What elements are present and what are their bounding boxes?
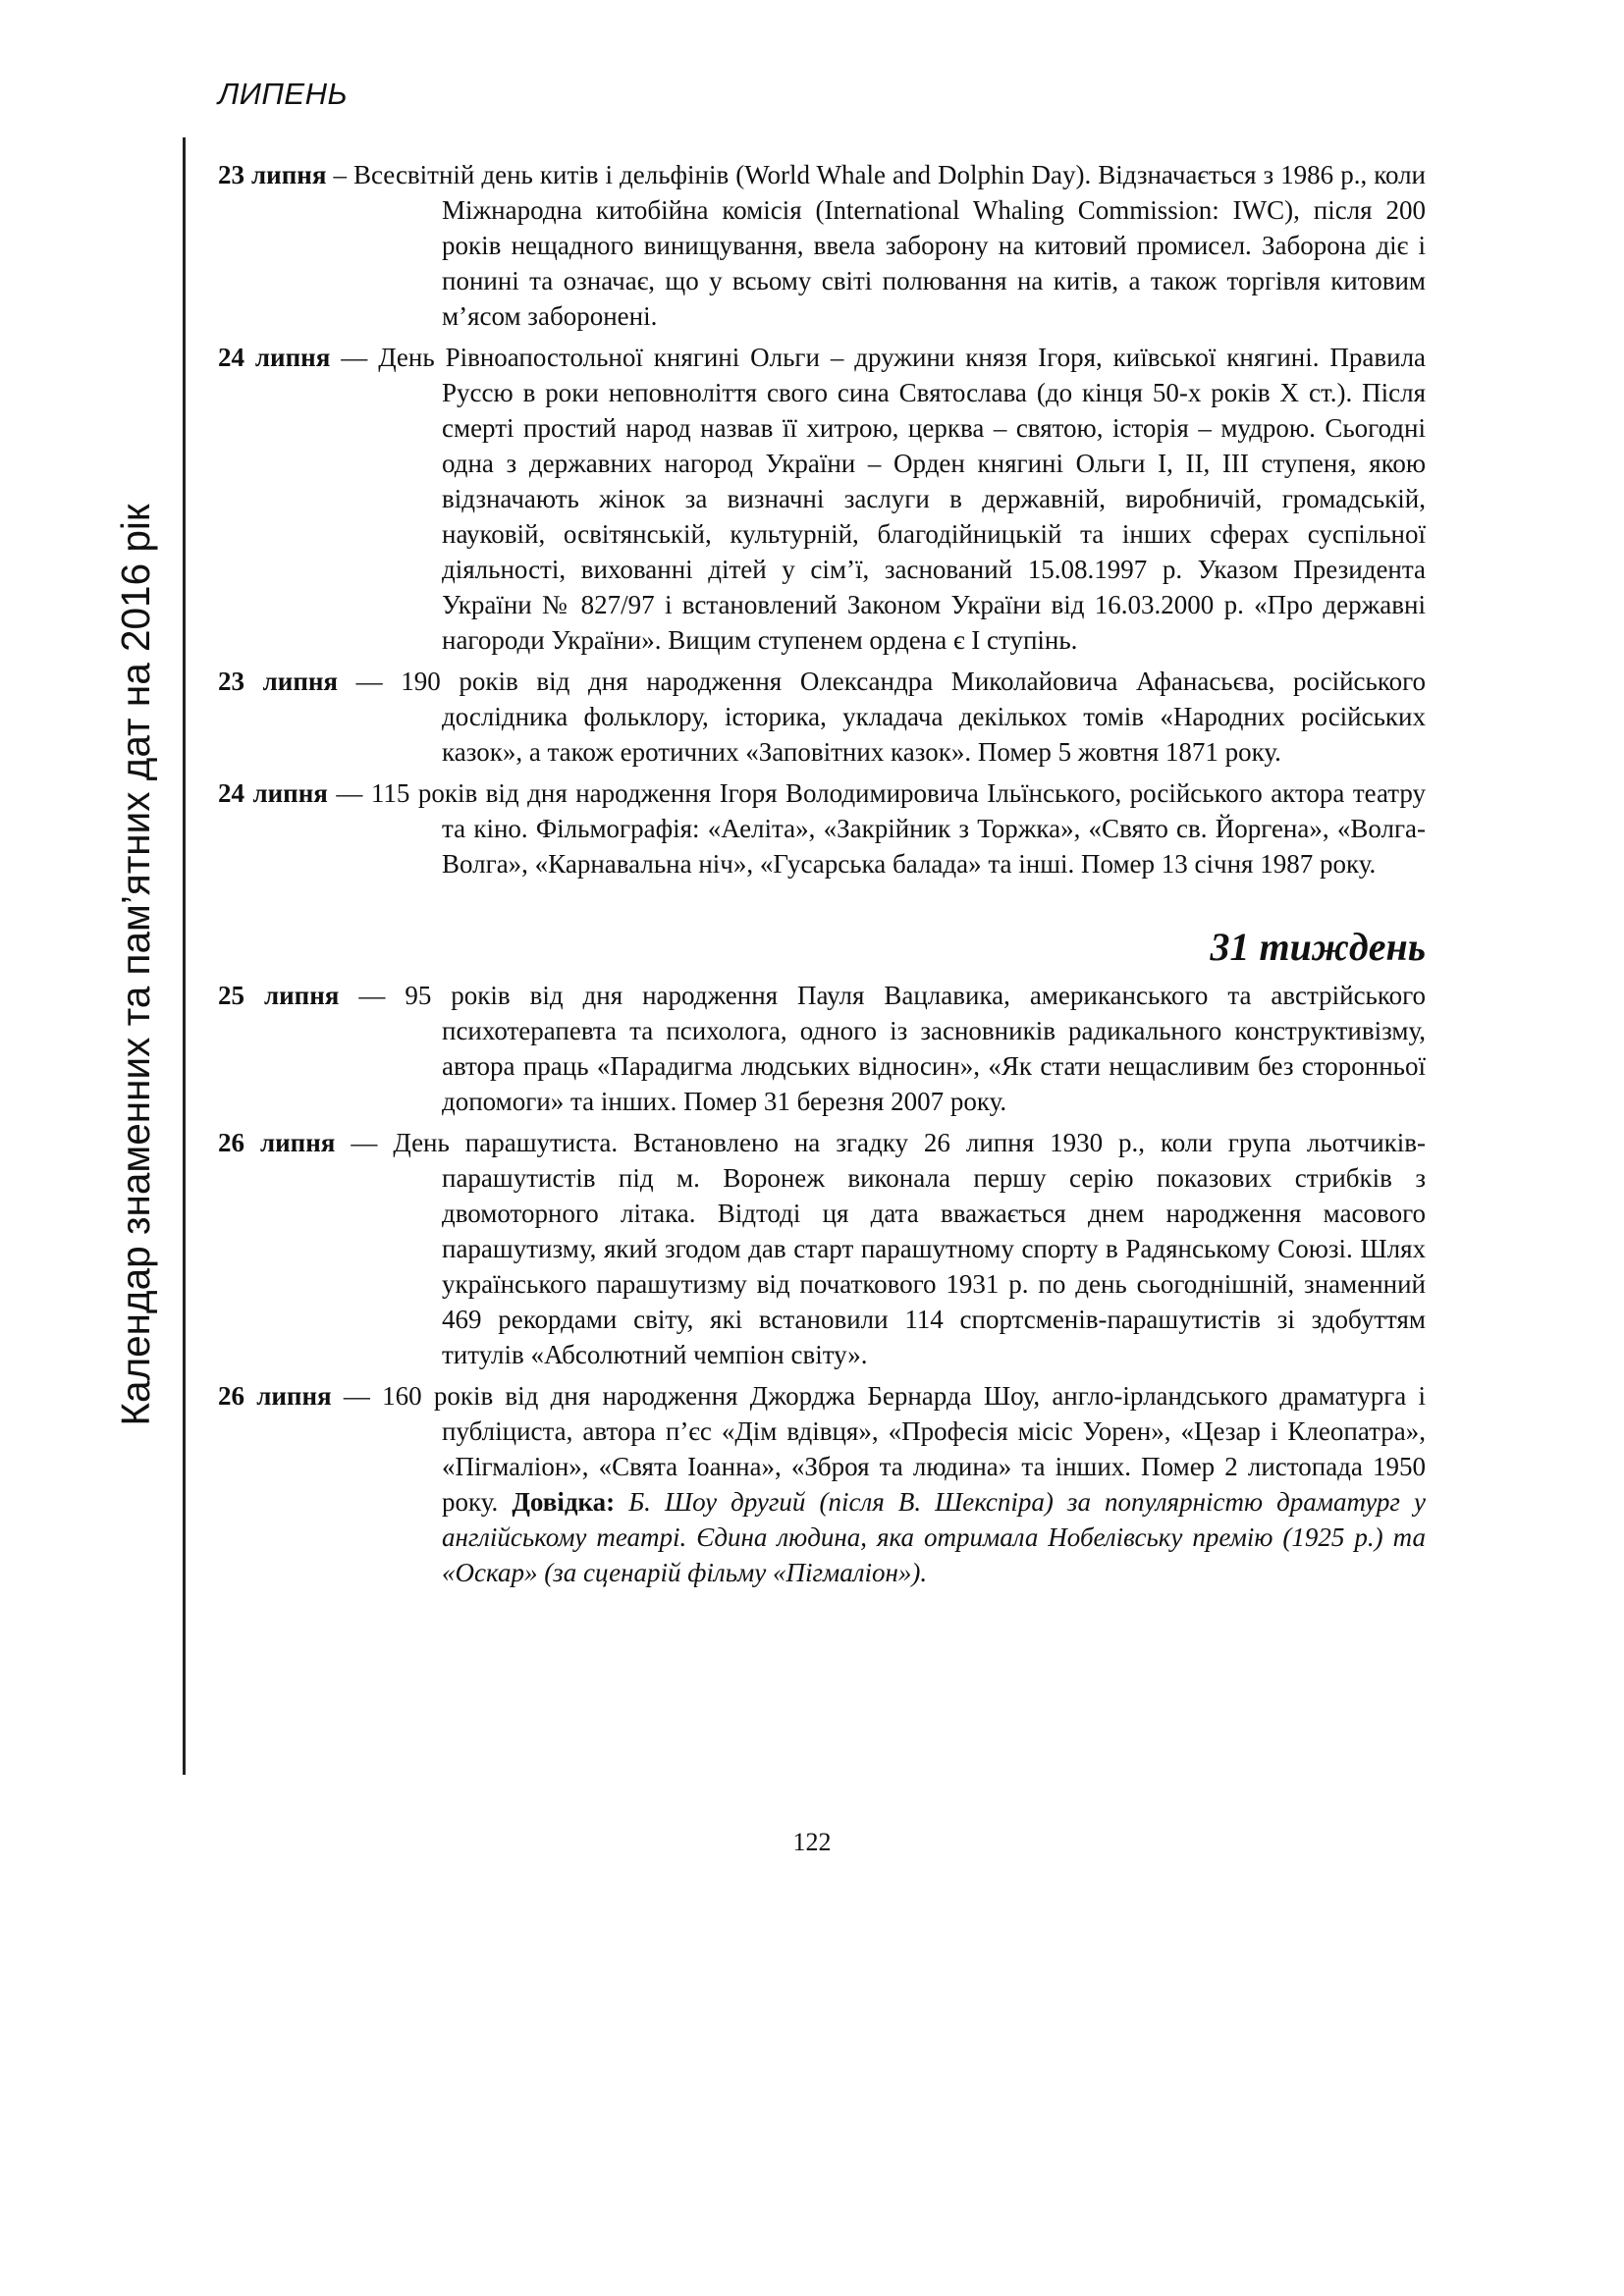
entry-date: 23 липня [218,667,339,696]
page-number: 122 [792,1828,832,1856]
side-title-container [106,440,165,1490]
entry-parachutist-day [218,1125,1426,1372]
entry-text: Всесвітній день китів і дельфінів (World Whale and Dolphin Day). Відзначається з 1986 р., коли Міжнародна китобійна комісія (International Whaling Commission: IWC), після 200 років нещадного винищування, ввела заборону на китовий промисел. Заборона діє і понині та означає, що у всьому світі полювання на китів, а також торгівля китовим м’ясом заборонені. [352,160,1427,331]
entry-dash: — [336,778,363,808]
entry-text: 160 років від дня народження Джорджа Бернарда Шоу, англо-ірландського драматурга і публіциста, автора п’єс «Дім вдівця», «Професія місіс Уорен», «Цезар і Клеопатра», «Пігмаліон», «Свята Іоанна», «Зброя та людина» та інших. Помер 2 листопада 1950 року. [382,1381,1427,1517]
entry-text: 190 років від дня народження Олександра Миколайовича Афанасьєва, російського дослідника фольклору, історика, укладача декількох томів «Народних російських казок», а також еротичних «Заповітних казок». Помер 5 жовтня 1871 року. [401,667,1427,767]
entry-date: 25 липня [218,981,340,1010]
entry-ilyinsky [218,775,1426,881]
entry-text: 95 років від дня народження Пауля Вацлавика, американського та австрійського психотерапевта та психолога, одного із засновників радикального конструктивізму, автора праць «Парадигма людських відносин», «Як стати нещасливим без сторонньої допомоги» та інших. Помер 31 березня 2007 року. [405,981,1427,1116]
note-text: Б. Шоу другий (після В. Шекспіра) за популярністю драматург у англійському театрі. Єдина людина, яка отримала Нобелівську премію (1925 р.) та «Оскар» (за сценарій фільму «Пігмаліон»). [442,1487,1426,1587]
entry-date: 26 липня [218,1381,332,1411]
entry-date: 26 липня [218,1128,336,1157]
entry-watzlawick [218,978,1426,1119]
entry-dash: – [333,160,347,189]
entry-text: 115 років від дня народження Ігоря Володимировича Ільїнського, російського актора театру та кіно. Фільмографія: «Аеліта», «Закрійник з Торжка», «Свято св. Йоргена», «Волга-Волга», «Карнавальна ніч», «Гусарська балада» та інші. Помер 13 січня 1987 року. [370,778,1427,879]
entry-date: 23 липня [218,160,327,189]
entry-whale-day [218,157,1426,334]
entry-dash: — [343,1381,370,1411]
entry-dash: — [358,981,386,1010]
entry-dash: — [355,667,383,696]
entry-date: 24 липня [218,343,331,372]
side-title: Календар знаменних та пам’ятних дат на 2016 рік [113,504,158,1426]
note-label: Довідка: [512,1487,616,1517]
vertical-rule [183,137,186,1775]
entry-text: День парашутиста. Встановлено на згадку 26 липня 1930 р., коли група льотчиків-парашутистів під м. Воронеж виконала першу серію показових стрибків з двомоторного літака. Відтоді ця дата вважається днем народження масового парашутизму, який згодом дав старт парашутному спорту в Радянському Союзі. Шлях українського парашутизму від початкового 1931 р. по день сьогоднішній, знаменний 469 рекордами світу, які встановили 114 спортсменів-парашутистів зі здобуттям титулів «Абсолютний чемпіон світу». [393,1128,1427,1369]
running-head: ЛИПЕНЬ [218,77,349,111]
week-heading: 31 тиждень [1210,925,1426,969]
entry-text: День Рівноапостольної княгині Ольги – дружини князя Ігоря, київської княгині. Правила Руссю в роки неповноліття свого сина Святослава (до кінця 50-х років Х ст.). Після смерті простий народ назвав її хитрою, церква – святою, історія – мудрою. Сьогодні одна з державних нагород України – Орден княгині Ольги I, II, III ступеня, якою відзначають жінок за визначні заслуги в державній, виробничій, громадській, науковій, освітянській, культурній, благодійницькій та інших сферах суспільної діяльності, вихованні дітей у сім’ї, заснований 15.08.1997 р. Указом Президента України № 827/97 і встановлений Законом України від 16.03.2000 р. «Про державні нагороди України». Вищим ступенем ордена є I ступінь. [378,343,1427,655]
entry-shaw [218,1378,1426,1590]
entry-afanasyev [218,664,1426,770]
entry-olga-day [218,340,1426,658]
entry-dash: — [351,1128,378,1157]
entry-dash: — [341,343,368,372]
content [218,157,1426,1596]
entry-date: 24 липня [218,778,328,808]
